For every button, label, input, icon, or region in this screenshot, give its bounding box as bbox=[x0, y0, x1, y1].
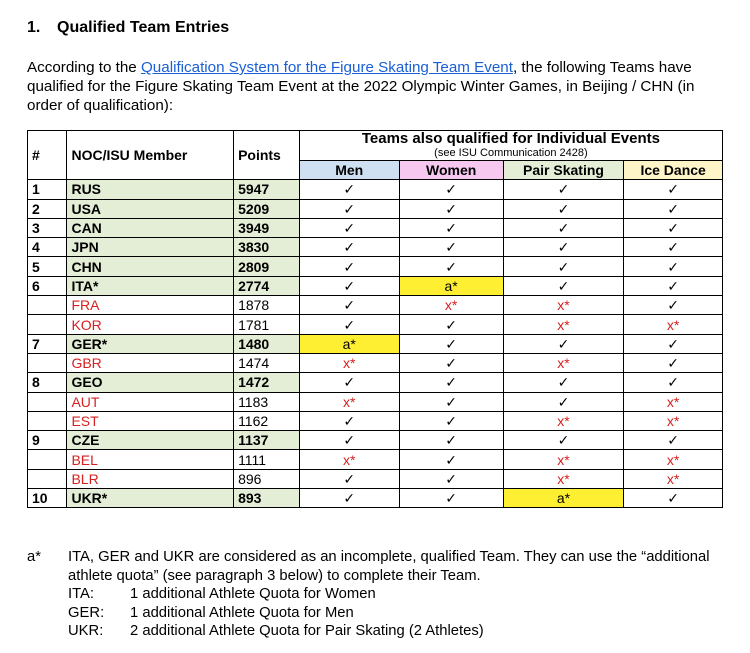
cell-noc: EST bbox=[67, 411, 234, 430]
cell-rank: 1 bbox=[28, 180, 67, 199]
cell-women: ✓ bbox=[399, 373, 503, 392]
cell-men: ✓ bbox=[299, 373, 399, 392]
header-women: Women bbox=[399, 161, 503, 180]
footnote-items bbox=[68, 585, 727, 641]
cell-pairs: ✓ bbox=[503, 199, 624, 218]
cell-points: 896 bbox=[234, 469, 300, 488]
cell-rank bbox=[28, 353, 67, 372]
cell-pairs: x* bbox=[503, 353, 624, 372]
cell-women: ✓ bbox=[399, 469, 503, 488]
cell-men: a* bbox=[299, 334, 399, 353]
cell-rank bbox=[28, 296, 67, 315]
cell-pairs: ✓ bbox=[503, 431, 624, 450]
cell-noc: UKR* bbox=[67, 489, 234, 508]
cell-pairs: x* bbox=[503, 296, 624, 315]
table-row bbox=[28, 238, 723, 257]
table-row bbox=[28, 431, 723, 450]
footnote-item-key: GER: bbox=[68, 604, 105, 621]
cell-women: ✓ bbox=[399, 450, 503, 469]
cell-women: ✓ bbox=[399, 334, 503, 353]
table-row bbox=[28, 373, 723, 392]
footnote-item bbox=[68, 585, 727, 604]
cell-points: 1137 bbox=[234, 431, 300, 450]
cell-women: ✓ bbox=[399, 238, 503, 257]
cell-noc: JPN bbox=[67, 238, 234, 257]
cell-rank: 9 bbox=[28, 431, 67, 450]
table-row bbox=[28, 199, 723, 218]
cell-women: a* bbox=[399, 276, 503, 295]
cell-rank: 4 bbox=[28, 238, 67, 257]
header-teams-group bbox=[299, 131, 722, 161]
cell-dance: x* bbox=[624, 392, 723, 411]
cell-men: ✓ bbox=[299, 411, 399, 430]
intro-paragraph bbox=[27, 58, 727, 115]
cell-rank bbox=[28, 392, 67, 411]
cell-dance: ✓ bbox=[624, 238, 723, 257]
cell-noc: ITA* bbox=[67, 276, 234, 295]
cell-noc: GEO bbox=[67, 373, 234, 392]
footnote-text: ITA, GER and UKR are considered as an incomplete, qualified Team. They can use the “additional athlete quota” (see paragraph 3 below) to complete their Team. bbox=[68, 549, 710, 584]
table-row bbox=[28, 315, 723, 334]
footnote-item bbox=[68, 604, 727, 623]
cell-noc: RUS bbox=[67, 180, 234, 199]
header-points: Points bbox=[234, 131, 300, 180]
table-row bbox=[28, 450, 723, 469]
cell-rank: 10 bbox=[28, 489, 67, 508]
cell-men: x* bbox=[299, 450, 399, 469]
cell-noc: CZE bbox=[67, 431, 234, 450]
table-row bbox=[28, 334, 723, 353]
cell-women: ✓ bbox=[399, 315, 503, 334]
cell-women: ✓ bbox=[399, 199, 503, 218]
cell-rank: 8 bbox=[28, 373, 67, 392]
cell-pairs: ✓ bbox=[503, 276, 624, 295]
cell-pairs: ✓ bbox=[503, 180, 624, 199]
cell-points: 1472 bbox=[234, 373, 300, 392]
cell-women: ✓ bbox=[399, 180, 503, 199]
cell-points: 5947 bbox=[234, 180, 300, 199]
cell-pairs: x* bbox=[503, 315, 624, 334]
cell-noc: AUT bbox=[67, 392, 234, 411]
cell-dance: ✓ bbox=[624, 353, 723, 372]
footnote-item-value: 1 additional Athlete Quota for Women bbox=[130, 586, 376, 602]
table-row bbox=[28, 353, 723, 372]
cell-rank: 2 bbox=[28, 199, 67, 218]
cell-rank: 3 bbox=[28, 218, 67, 237]
cell-pairs: ✓ bbox=[503, 238, 624, 257]
cell-men: ✓ bbox=[299, 199, 399, 218]
cell-pairs: ✓ bbox=[503, 218, 624, 237]
cell-dance: x* bbox=[624, 315, 723, 334]
cell-pairs: x* bbox=[503, 450, 624, 469]
cell-rank: 6 bbox=[28, 276, 67, 295]
intro-before: According to the bbox=[27, 59, 141, 76]
footnote-item-key: ITA: bbox=[68, 586, 95, 602]
table-body bbox=[28, 180, 723, 508]
cell-men: x* bbox=[299, 392, 399, 411]
cell-points: 1480 bbox=[234, 334, 300, 353]
cell-points: 1183 bbox=[234, 392, 300, 411]
table-row bbox=[28, 257, 723, 276]
cell-dance: ✓ bbox=[624, 218, 723, 237]
footnote bbox=[27, 548, 727, 641]
table-row bbox=[28, 489, 723, 508]
cell-women: ✓ bbox=[399, 392, 503, 411]
cell-dance: ✓ bbox=[624, 276, 723, 295]
cell-pairs: a* bbox=[503, 489, 624, 508]
cell-dance: ✓ bbox=[624, 199, 723, 218]
cell-points: 2809 bbox=[234, 257, 300, 276]
cell-pairs: ✓ bbox=[503, 392, 624, 411]
cell-dance: ✓ bbox=[624, 257, 723, 276]
cell-noc: CAN bbox=[67, 218, 234, 237]
cell-men: ✓ bbox=[299, 276, 399, 295]
cell-men: ✓ bbox=[299, 315, 399, 334]
cell-men: ✓ bbox=[299, 489, 399, 508]
cell-points: 2774 bbox=[234, 276, 300, 295]
cell-dance: ✓ bbox=[624, 373, 723, 392]
intro-after: , the following Teams have qualified for the Figure Skating Team Event at the 2022 Olympic Winter Games, in Beijing / CHN (in order of qualification): bbox=[27, 59, 695, 114]
cell-points: 3949 bbox=[234, 218, 300, 237]
cell-men: ✓ bbox=[299, 218, 399, 237]
cell-dance: ✓ bbox=[624, 431, 723, 450]
cell-dance: ✓ bbox=[624, 296, 723, 315]
cell-dance: x* bbox=[624, 469, 723, 488]
section-heading bbox=[27, 19, 229, 37]
cell-pairs: x* bbox=[503, 411, 624, 430]
cell-points: 1111 bbox=[234, 450, 300, 469]
cell-pairs: x* bbox=[503, 469, 624, 488]
cell-noc: GBR bbox=[67, 353, 234, 372]
table-row bbox=[28, 218, 723, 237]
cell-points: 1474 bbox=[234, 353, 300, 372]
cell-pairs: ✓ bbox=[503, 373, 624, 392]
qualification-table bbox=[27, 130, 723, 508]
cell-men: ✓ bbox=[299, 431, 399, 450]
cell-noc: CHN bbox=[67, 257, 234, 276]
cell-women: ✓ bbox=[399, 218, 503, 237]
cell-men: x* bbox=[299, 353, 399, 372]
footnote-item bbox=[68, 622, 727, 641]
footnote-item-key: UKR: bbox=[68, 623, 104, 639]
cell-men: ✓ bbox=[299, 257, 399, 276]
cell-dance: x* bbox=[624, 450, 723, 469]
qualification-system-link[interactable]: Qualification System for the Figure Skating Team Event bbox=[140, 59, 513, 76]
header-num: # bbox=[28, 131, 67, 180]
section-title: Qualified Team Entries bbox=[57, 19, 230, 36]
cell-noc: GER* bbox=[67, 334, 234, 353]
cell-points: 5209 bbox=[234, 199, 300, 218]
cell-women: x* bbox=[399, 296, 503, 315]
header-noc: NOC/ISU Member bbox=[67, 131, 234, 180]
footnote-item-value: 1 additional Athlete Quota for Men bbox=[130, 604, 354, 621]
cell-men: ✓ bbox=[299, 238, 399, 257]
cell-noc: KOR bbox=[67, 315, 234, 334]
cell-points: 1878 bbox=[234, 296, 300, 315]
header-dance: Ice Dance bbox=[624, 161, 723, 180]
cell-men: ✓ bbox=[299, 296, 399, 315]
cell-women: ✓ bbox=[399, 257, 503, 276]
header-teams-title: Teams also qualified for Individual Events bbox=[361, 130, 660, 147]
cell-rank: 5 bbox=[28, 257, 67, 276]
cell-rank bbox=[28, 450, 67, 469]
cell-points: 3830 bbox=[234, 238, 300, 257]
cell-noc: BEL bbox=[67, 450, 234, 469]
footnote-mark: a* bbox=[27, 549, 41, 565]
cell-dance: ✓ bbox=[624, 180, 723, 199]
cell-dance: ✓ bbox=[624, 489, 723, 508]
cell-rank bbox=[28, 411, 67, 430]
cell-dance: x* bbox=[624, 411, 723, 430]
cell-rank bbox=[28, 469, 67, 488]
cell-men: ✓ bbox=[299, 469, 399, 488]
table-row bbox=[28, 276, 723, 295]
cell-women: ✓ bbox=[399, 489, 503, 508]
cell-points: 1781 bbox=[234, 315, 300, 334]
header-teams-subtitle: (see ISU Communication 2428) bbox=[434, 147, 588, 159]
cell-pairs: ✓ bbox=[503, 257, 624, 276]
cell-noc: BLR bbox=[67, 469, 234, 488]
cell-women: ✓ bbox=[399, 431, 503, 450]
table-row bbox=[28, 296, 723, 315]
cell-women: ✓ bbox=[399, 353, 503, 372]
header-pairs: Pair Skating bbox=[503, 161, 624, 180]
table-row bbox=[28, 469, 723, 488]
cell-points: 1162 bbox=[234, 411, 300, 430]
table-row bbox=[28, 180, 723, 199]
cell-women: ✓ bbox=[399, 411, 503, 430]
table-row bbox=[28, 392, 723, 411]
cell-pairs: ✓ bbox=[503, 334, 624, 353]
cell-dance: ✓ bbox=[624, 334, 723, 353]
cell-men: ✓ bbox=[299, 180, 399, 199]
table-row bbox=[28, 411, 723, 430]
section-number: 1. bbox=[27, 19, 41, 36]
cell-rank: 7 bbox=[28, 334, 67, 353]
cell-noc: USA bbox=[67, 199, 234, 218]
header-men: Men bbox=[299, 161, 399, 180]
cell-points: 893 bbox=[234, 489, 300, 508]
cell-noc: FRA bbox=[67, 296, 234, 315]
footnote-item-value: 2 additional Athlete Quota for Pair Skating (2 Athletes) bbox=[130, 623, 484, 639]
cell-rank bbox=[28, 315, 67, 334]
